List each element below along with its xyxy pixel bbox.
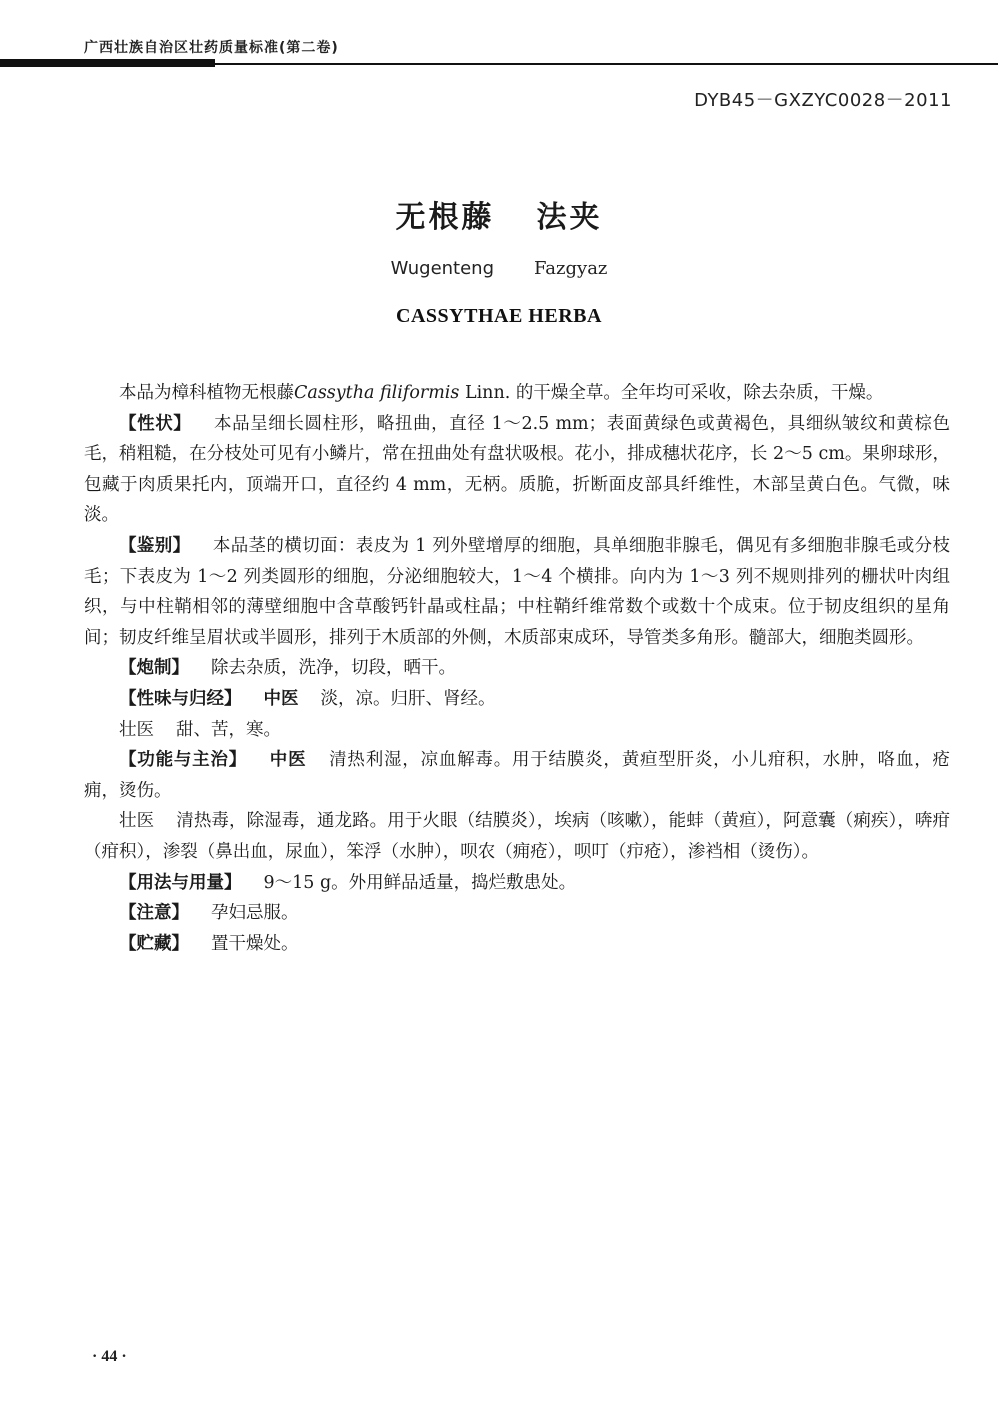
section-paozhi (84, 653, 950, 684)
section-text: 淡，凉。归肝、肾经。 (320, 688, 496, 709)
section-tag: 【鉴别】 (119, 535, 191, 556)
pinyin-chinese: Wugenteng (390, 258, 495, 279)
section-tag: 【用法与用量】 (119, 872, 242, 893)
section-text: 本品呈细长圆柱形，略扭曲，直径 1～2.5 mm；表面黄绿色或黄褐色，具细纵皱纹和黄棕色毛，稍粗糙，在分枝处可见有小鳞片，常在扭曲处有盘状吸根。花小，排成穗状花序，长 2～5 cm。果卵球形，包藏于肉质果托内，顶端开口，直径约 4 mm，无柄。质脆，折断面皮部具纤维性，木部呈黄白色。气微，味淡。 (84, 413, 951, 526)
section-text: 除去杂质，洗净，切段，晒干。 (211, 658, 456, 679)
page-title (0, 192, 998, 236)
header-rule-thick (0, 59, 215, 67)
section-zhucang (84, 929, 950, 960)
zhuang-label: 壮医 (119, 811, 155, 832)
title-chinese-name: 无根藤 (395, 200, 495, 235)
intro-text-1: 本品为樟科植物无根藤 (119, 383, 294, 403)
section-xingwei-zhuang (84, 715, 950, 746)
zhuang-label: 壮医 (119, 719, 154, 740)
header-rule-thin (215, 63, 998, 65)
section-text: 甜、苦，寒。 (176, 719, 281, 740)
page-number: · 44 · (92, 1348, 127, 1365)
section-zhuyi (84, 898, 950, 929)
section-text: 本品茎的横切面：表皮为 1 列外壁增厚的细胞，具单细胞非腺毛，偶见有多细胞非腺毛或分枝毛；下表皮为 1～2 列类圆形的细胞，分泌细胞较大，1～4 个横排。向内为 1～3 列不规则排列的栅状叶肉组织，与中柱鞘相邻的薄壁细胞中含草酸钙针晶或柱晶；中柱鞘纤维常数个或数十个成束。位于韧皮组织的星角间；韧皮纤维呈眉状或半圆形，排列于木质部的外侧，木质部束成环，导管类多角形。髓部大，细胞类圆形。 (84, 535, 951, 648)
section-text: 置干燥处。 (211, 933, 299, 954)
species-name: Cassytha filiformis (294, 383, 460, 403)
section-yongfa (84, 868, 950, 899)
section-tag: 【性状】 (119, 413, 192, 434)
section-xingzhuang (84, 409, 950, 531)
tcm-label: 中医 (263, 688, 299, 709)
section-text: 清热利湿，凉血解毒。用于结膜炎，黄疸型肝炎，小儿疳积，水肿，咯血，疮痈，烫伤。 (84, 750, 951, 801)
monograph-body (84, 378, 950, 959)
standard-code: DYB45－GXZYC0028－2011 (694, 90, 952, 111)
section-tag: 【炮制】 (119, 658, 189, 679)
section-text: 孕妇忌服。 (211, 903, 299, 924)
latin-name: CASSYTHAE HERBA (396, 305, 602, 327)
intro-text-2: Linn. 的干燥全草。全年均可采收，除去杂质，干燥。 (459, 383, 884, 403)
title-zhuang-name: 法夹 (536, 200, 603, 235)
section-gongneng-tcm (84, 745, 950, 806)
section-tag: 【注意】 (119, 903, 189, 924)
section-text: 清热毒，除湿毒，通龙路。用于火眼（结膜炎），埃病（咳嗽），能蚌（黄疸），阿意囊（痢疾），喯疳（疳积），渗裂（鼻出血，尿血），笨浮（水肿），呗农（痈疮），呗叮（疖疮），渗裆相（烫伤）。 (84, 811, 951, 862)
tcm-label: 中医 (269, 750, 307, 771)
intro-paragraph (84, 378, 950, 409)
pinyin-row (0, 258, 998, 279)
running-head: 广西壮族自治区壮药质量标准(第二卷) (84, 40, 339, 56)
section-tag: 【贮藏】 (119, 933, 189, 954)
section-text: 9～15 g。外用鲜品适量，捣烂敷患处。 (263, 872, 577, 893)
section-tag: 【功能与主治】 (119, 750, 247, 771)
section-xingwei-tcm (84, 684, 950, 715)
pinyin-zhuang: Fazgyaz (534, 258, 608, 279)
section-gongneng-zhuang (84, 806, 950, 867)
section-tag: 【性味与归经】 (119, 688, 242, 709)
section-jianbie (84, 531, 950, 653)
